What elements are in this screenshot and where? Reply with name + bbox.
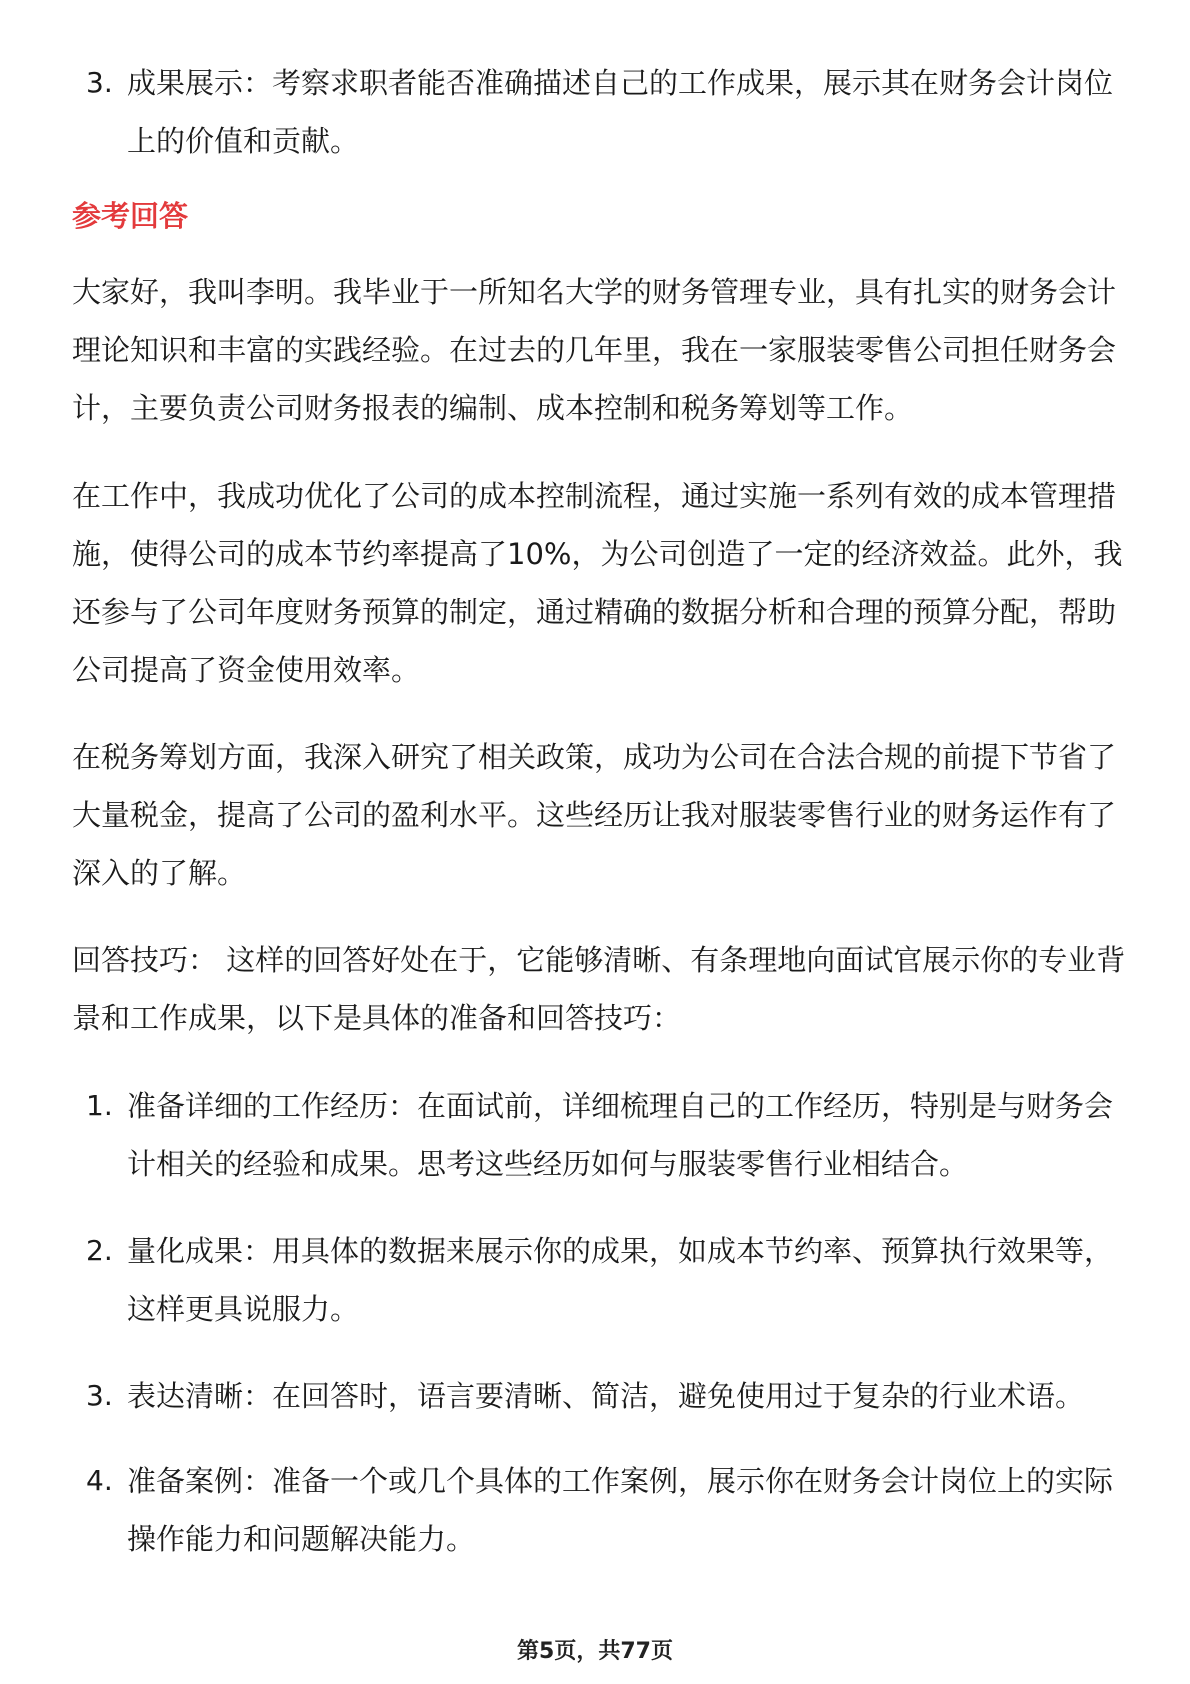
text-line: 大量税金，提高了公司的盈利水平。这些经历让我对服装零售行业的财务运作有了	[72, 798, 1117, 832]
text-line: 准备案例：准备一个或几个具体的工作案例，展示你在财务会计岗位上的实际	[127, 1464, 1114, 1498]
text-line: 在工作中，我成功优化了公司的成本控制流程，通过实施一系列有效的成本管理措	[72, 479, 1117, 513]
text-line: 表达清晰：在回答时，语言要清晰、简洁，避免使用过于复杂的行业术语。	[127, 1379, 1085, 1413]
text-line: 操作能力和问题解决能力。	[127, 1522, 476, 1556]
section-heading: 参考回答	[72, 199, 189, 233]
text-line: 大家好，我叫李明。我毕业于一所知名大学的财务管理专业，具有扎实的财务会计	[72, 275, 1117, 309]
text-line: 施，使得公司的成本节约率提高了10%，为公司创造了一定的经济效益。此外，我	[72, 537, 1123, 571]
list-number: 3.	[86, 1379, 113, 1412]
text-line: 准备详细的工作经历：在面试前，详细梳理自己的工作经历，特别是与财务会	[127, 1089, 1114, 1123]
text-line: 计相关的经验和成果。思考这些经历如何与服装零售行业相结合。	[127, 1147, 969, 1181]
criteria-list-item	[72, 54, 1142, 170]
text-line: 成果展示：考察求职者能否准确描述自己的工作成果，展示其在财务会计岗位	[127, 66, 1114, 100]
list-number: 3.	[86, 66, 113, 99]
list-number: 2.	[86, 1234, 113, 1267]
text-line: 理论知识和丰富的实践经验。在过去的几年里，我在一家服装零售公司担任财务会	[72, 333, 1117, 367]
text-line: 回答技巧： 这样的回答好处在于，它能够清晰、有条理地向面试官展示你的专业背	[72, 943, 1126, 977]
page-content	[72, 54, 1142, 1597]
text-line: 深入的了解。	[72, 856, 247, 890]
tips-intro-paragraph	[72, 931, 1142, 1047]
answer-paragraph	[72, 728, 1142, 902]
text-line: 还参与了公司年度财务预算的制定，通过精确的数据分析和合理的预算分配，帮助	[72, 595, 1117, 629]
answer-paragraph	[72, 263, 1142, 437]
text-line: 在税务筹划方面，我深入研究了相关政策，成功为公司在合法合规的前提下节省了	[72, 740, 1117, 774]
text-line: 景和工作成果，以下是具体的准备和回答技巧：	[72, 1001, 682, 1035]
page-number-footer: 第5页，共77页	[517, 1639, 673, 1664]
text-line: 公司提高了资金使用效率。	[72, 653, 421, 687]
answer-paragraph	[72, 467, 1142, 699]
text-line: 量化成果：用具体的数据来展示你的成果，如成本节约率、预算执行效果等，	[127, 1234, 1114, 1268]
list-number: 4.	[86, 1464, 113, 1497]
tips-list-item	[72, 1077, 1142, 1193]
text-line: 计，主要负责公司财务报表的编制、成本控制和税务筹划等工作。	[72, 391, 914, 425]
text-line: 这样更具说服力。	[127, 1292, 360, 1326]
text-line: 上的价值和贡献。	[127, 124, 360, 158]
tips-list-item	[72, 1222, 1142, 1338]
tips-list-item	[72, 1452, 1142, 1568]
list-number: 1.	[86, 1089, 113, 1122]
tips-list-item	[72, 1367, 1142, 1425]
